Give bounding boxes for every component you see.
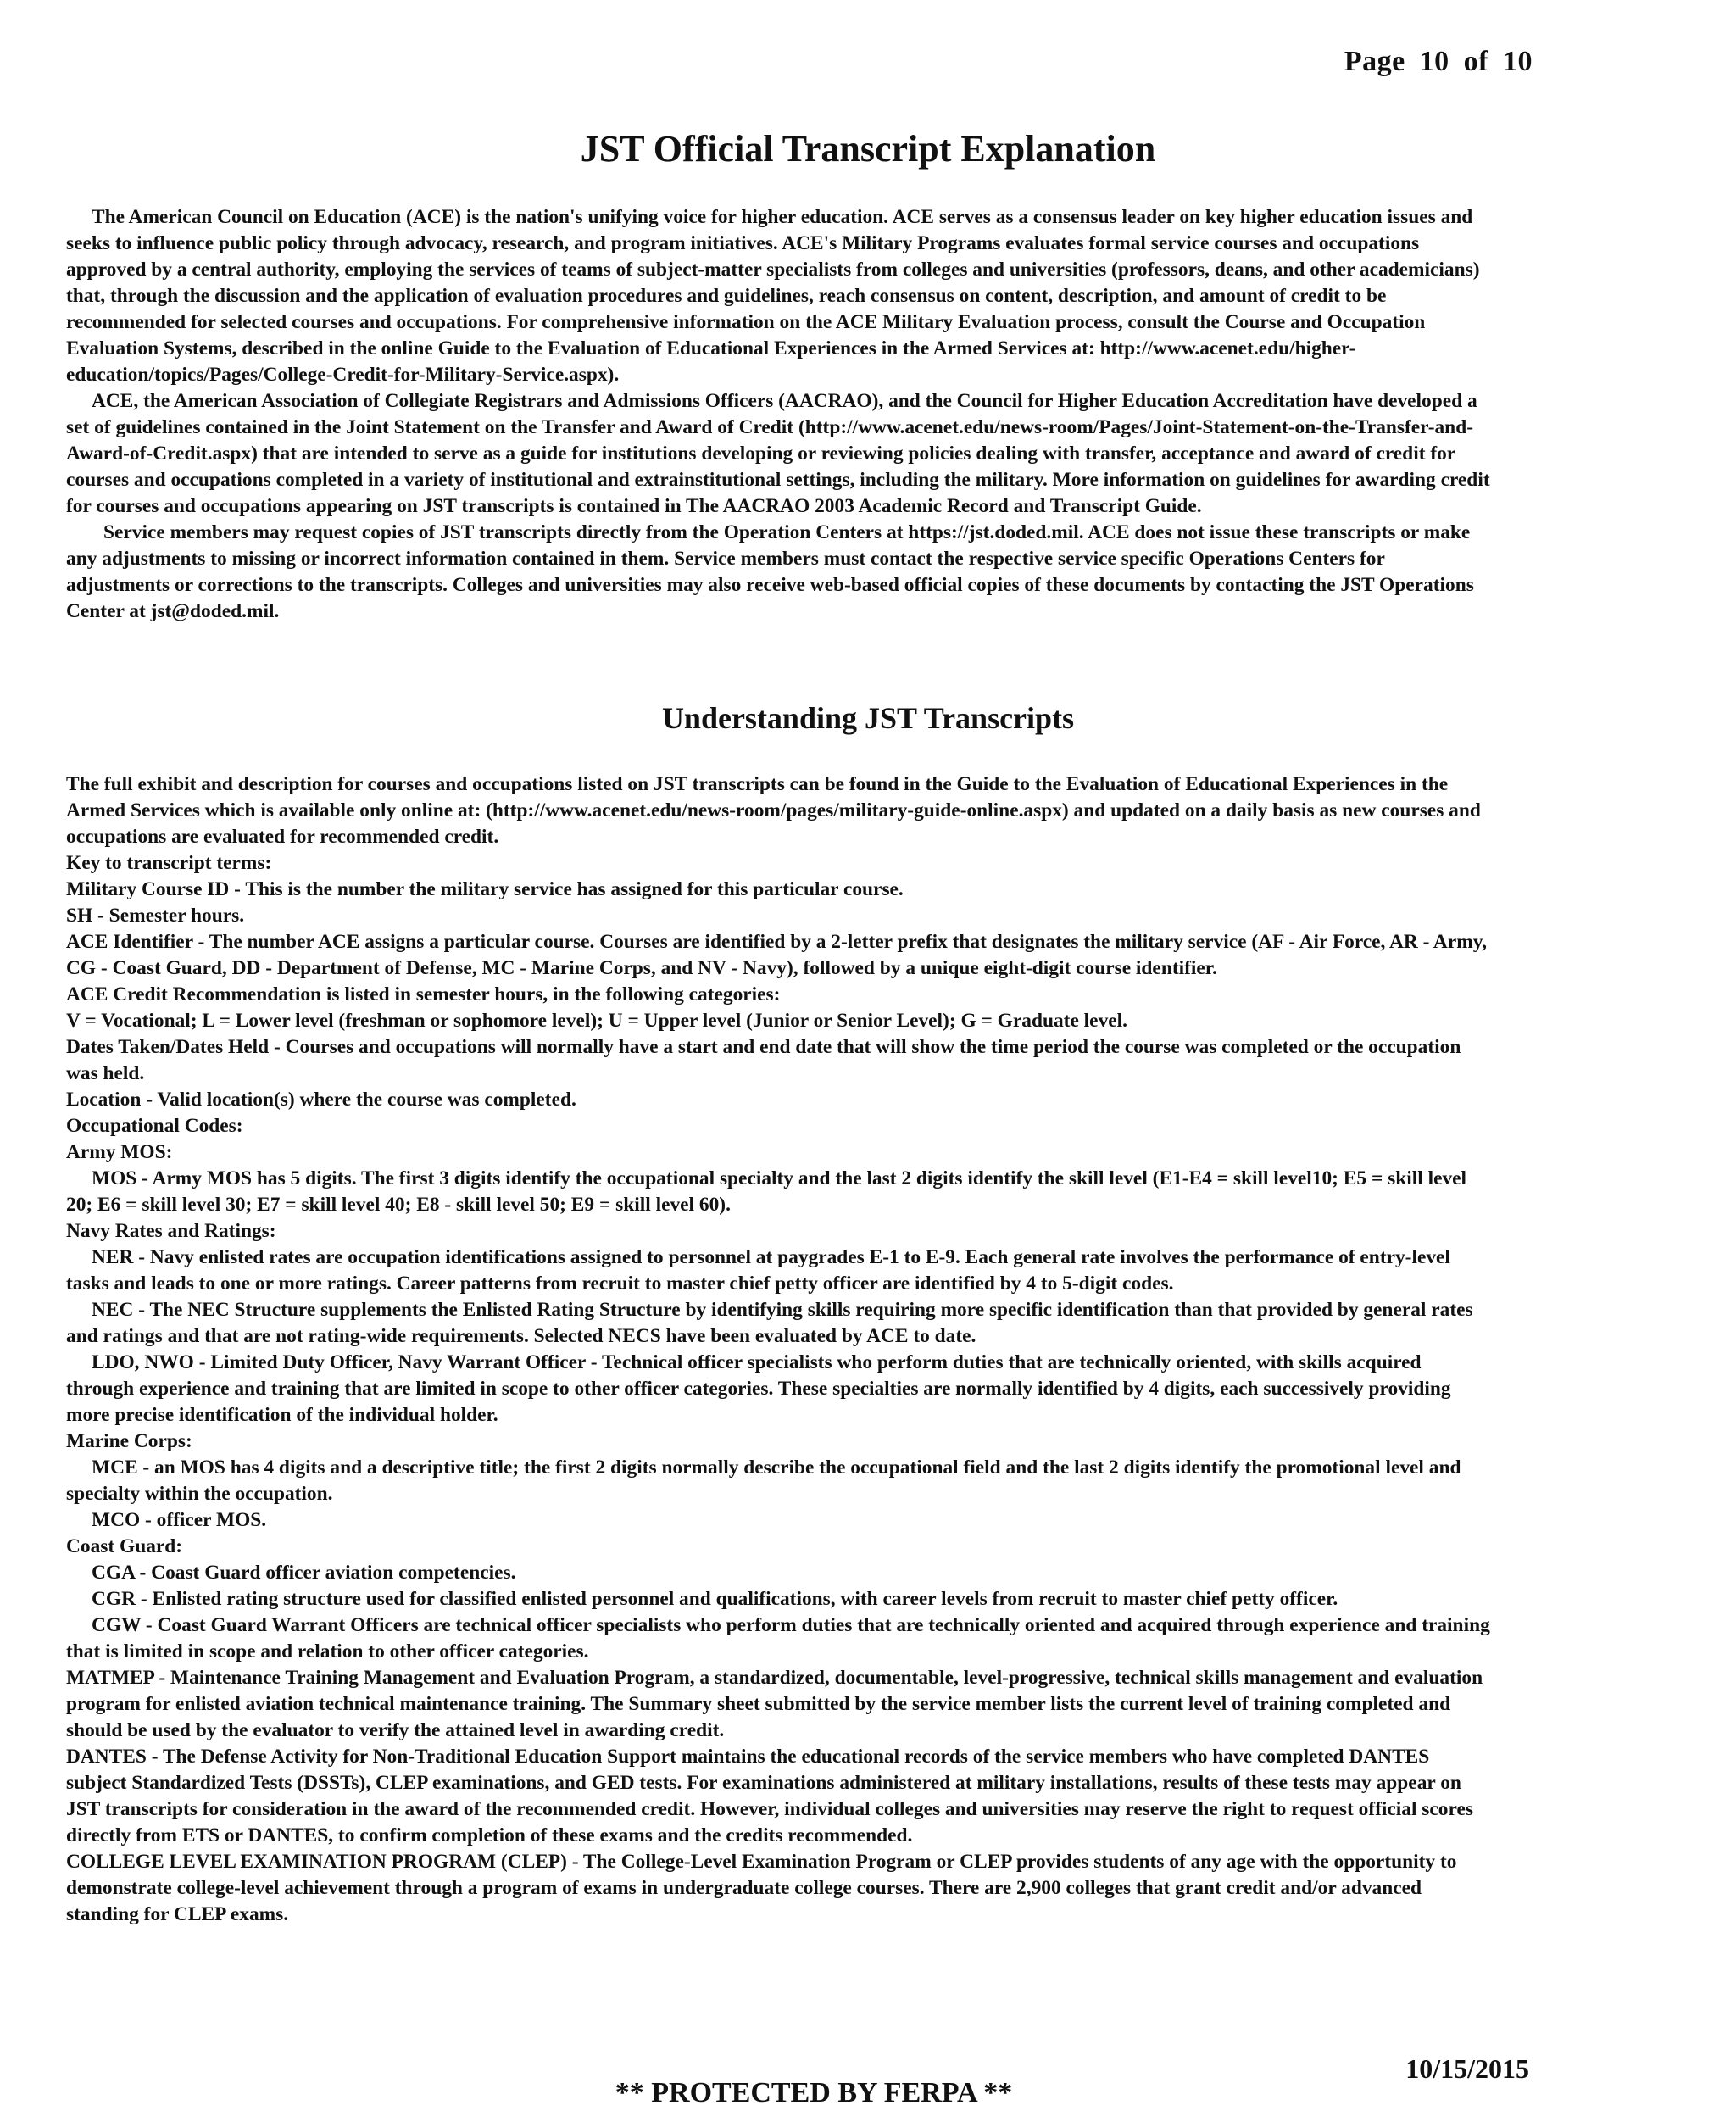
- term-ace-identifier: ACE Identifier - The number ACE assigns a particular course. Courses are identified by a 2-letter prefix that designates the military service (AF - Air Force, AR - Army, CG - Coast Guard, DD - Department of Defense, MC - Marine Corps, and NV - Navy), followed by a unique eight-digit course identifier.: [66, 931, 1487, 979]
- navy-ldo: LDO, NWO - Limited Duty Officer, Navy Warrant Officer - Technical officer specialists who perform duties that are technically oriented, with skills acquired through experience and training that are limited in scope to other officer categories. These specialties are normally identified by 4 digits, each successively providing more precise identification of the individual holder.: [66, 1351, 1451, 1426]
- marine-mce: MCE - an MOS has 4 digits and a descriptive title; the first 2 digits normally describe the occupational field and the last 2 digits identify the promotional level and specialty within the occupation.: [66, 1456, 1461, 1505]
- intro-paragraph-copies: Service members may request copies of JST transcripts directly from the Operation Centers at https://jst.doded.mil. ACE does not issue these transcripts or make any adjustments to missing or incorrect information contained in them. Service members must contact the respective service specific Operations Centers for adjustments or corrections to the transcripts. Colleges and universities may also receive web-based official copies of these documents by contacting the JST Operations Center at jst@doded.mil.: [66, 521, 1474, 622]
- coast-guard-heading: Coast Guard:: [66, 1535, 183, 1557]
- page-number: Page 10 of 10: [1344, 46, 1533, 77]
- understanding-lead: The full exhibit and description for courses and occupations listed on JST transcripts can be found in the Guide to the Evaluation of Educational Experiences in the Armed Services which is available only online at: (http://www.acenet.edu/news-room/pages/military-guide-online.aspx) and updated on a daily basis as new courses and occupations are evaluated for recommended credit.: [66, 773, 1481, 848]
- intro-paragraph-ace: The American Council on Education (ACE) is the nation's unifying voice for higher education. ACE serves as a consensus leader on key higher education issues and seeks to influence public policy through advocacy, research, and program initiatives. ACE's Military Programs evaluates formal service courses and occupations approved by a central authority, employing the services of teams of subject-matter specialists from colleges and universities (professors, deans, and other academicians) that, through the discussion and the application of evaluation procedures and guidelines, reach consensus on content, description, and amount of credit to be recommended for selected courses and occupations. For comprehensive information on the ACE Military Evaluation process, consult the Course and Occupation Evaluation Systems, described in the online Guide to the Evaluation of Educational Experiences in the Armed Services at: http://www.acenet.edu/higher-education/topics/Pages/College-Credit-for-Military-Service.aspx).: [66, 206, 1480, 386]
- navy-nec: NEC - The NEC Structure supplements the Enlisted Rating Structure by identifying skills requiring more specific identification than that provided by general rates and ratings and that are not rating-wide requirements. Selected NECS have been evaluated by ACE to date.: [66, 1299, 1473, 1347]
- occupational-codes-heading: Occupational Codes:: [66, 1115, 243, 1137]
- navy-ner: NER - Navy enlisted rates are occupation identifications assigned to personnel at paygrades E-1 to E-9. Each general rate involves the performance of entry-level tasks and leads to one or more ratings. Career patterns from recruit to master chief petty officer are identified by 4 to 5-digit codes.: [66, 1246, 1450, 1295]
- term-dates: Dates Taken/Dates Held - Courses and occupations will normally have a start and end date that will show the time period the course was completed or the occupation was held.: [66, 1036, 1461, 1084]
- intro-paragraph-guidelines: ACE, the American Association of Collegiate Registrars and Admissions Officers (AACRAO), and the Council for Higher Education Accreditation have developed a set of guidelines contained in the Joint Statement on the Transfer and Award of Credit (http://www.acenet.edu/news-room/Pages/Joint-Statement-on-the-Transfer-and-Award-of-Credit.aspx) that are intended to serve as a guide for institutions developing or reviewing policies dealing with transfer, acceptance and award of credit for courses and occupations completed in a variety of institutional and extrainstitutional settings, including the military. More information on guidelines for awarding credit for courses and occupations appearing on JST transcripts is contained in The AACRAO 2003 Academic Record and Transcript Guide.: [66, 390, 1490, 517]
- ferpa-notice: ** PROTECTED BY FERPA **: [615, 2077, 1013, 2108]
- army-mos: MOS - Army MOS has 5 digits. The first 3 digits identify the occupational specialty and the last 2 digits identify the skill level (E1-E4 = skill level10; E5 = skill level 20; E6 = skill level 30; E7 = skill level 40; E8 - skill level 50; E9 = skill level 60).: [66, 1167, 1467, 1216]
- term-sh: SH - Semester hours.: [66, 905, 245, 927]
- intro-section: [66, 204, 1490, 625]
- term-dantes: DANTES - The Defense Activity for Non-Traditional Education Support maintains the educational records of the service members who have completed DANTES subject Standardized Tests (DSSTs), CLEP examinations, and GED tests. For examinations administered at military installations, results of these tests may appear on JST transcripts for consideration in the award of the recommended credit. However, individual colleges and universities may reserve the right to request official scores directly from ETS or DANTES, to confirm completion of these exams and the credits recommended.: [66, 1746, 1473, 1846]
- print-date: 10/15/2015: [1405, 2053, 1529, 2084]
- marine-mco: MCO - officer MOS.: [92, 1509, 267, 1531]
- term-levels: V = Vocational; L = Lower level (freshman or sophomore level); U = Upper level (Junior or Senior Level); G = Graduate level.: [66, 1010, 1127, 1032]
- coast-guard-cgw: CGW - Coast Guard Warrant Officers are technical officer specialists who perform duties that are technically oriented and acquired through experience and training that is limited in scope and relation to other officer categories.: [66, 1614, 1490, 1663]
- navy-heading: Navy Rates and Ratings:: [66, 1220, 276, 1242]
- term-matmep: MATMEP - Maintenance Training Management and Evaluation Program, a standardized, documentable, level-progressive, technical skills management and evaluation program for enlisted aviation technical maintenance training. The Summary sheet submitted by the service member lists the current level of training completed and should be used by the evaluator to verify the attained level in awarding credit.: [66, 1667, 1483, 1741]
- term-military-course-id: Military Course ID - This is the number the military service has assigned for this particular course.: [66, 878, 904, 900]
- page-title: JST Official Transcript Explanation: [580, 128, 1156, 170]
- term-clep: COLLEGE LEVEL EXAMINATION PROGRAM (CLEP) - The College-Level Examination Program or CLEP provides students of any age with the opportunity to demonstrate college-level achievement through a program of exams in undergraduate college courses. There are 2,900 colleges that grant credit and/or advanced standing for CLEP exams.: [66, 1851, 1457, 1925]
- key-heading: Key to transcript terms:: [66, 852, 272, 874]
- term-ace-credit: ACE Credit Recommendation is listed in semester hours, in the following categories:: [66, 983, 781, 1005]
- term-location: Location - Valid location(s) where the course was completed.: [66, 1089, 576, 1111]
- coast-guard-cga: CGA - Coast Guard officer aviation competencies.: [92, 1562, 516, 1584]
- army-heading: Army MOS:: [66, 1141, 173, 1163]
- coast-guard-cgr: CGR - Enlisted rating structure used for classified enlisted personnel and qualifications, with career levels from recruit to master chief petty officer.: [92, 1588, 1338, 1610]
- section-heading-understanding: Understanding JST Transcripts: [661, 701, 1075, 735]
- marine-heading: Marine Corps:: [66, 1430, 192, 1452]
- understanding-section: [66, 771, 1490, 1928]
